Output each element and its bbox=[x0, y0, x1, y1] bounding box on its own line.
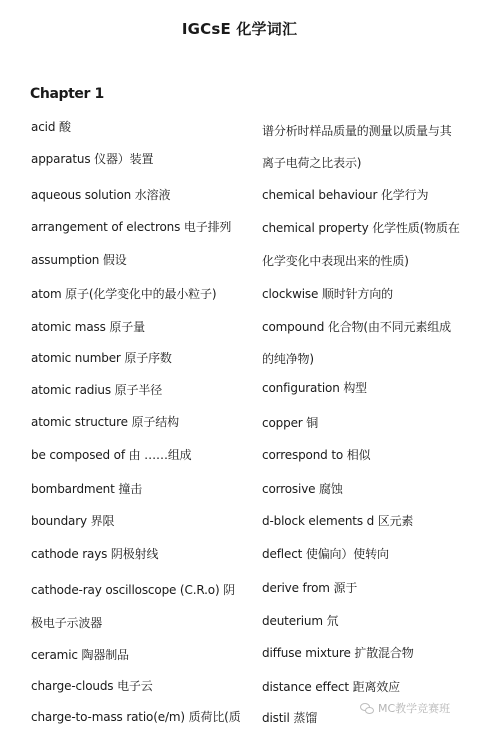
vocab-entry: aqueous solution 水溶液 bbox=[31, 188, 171, 202]
vocab-entry: cathode-ray oscilloscope (C.R.o) 阴 bbox=[31, 583, 236, 597]
wechat-icon bbox=[360, 702, 374, 714]
vocab-entry: compound 化合物(由不同元素组成 bbox=[262, 320, 451, 334]
vocab-entry: apparatus 仪器）装置 bbox=[31, 152, 154, 166]
vocab-entry: atom 原子(化学变化中的最小粒子) bbox=[31, 287, 217, 301]
vocab-entry: chemical property 化学性质(物质在 bbox=[262, 221, 460, 235]
vocab-entry: be composed of 由 ……组成 bbox=[31, 448, 192, 462]
vocab-entry: 离子电荷之比表示) bbox=[262, 156, 362, 170]
vocab-entry: clockwise 顺时针方向的 bbox=[262, 287, 394, 301]
vocab-entry: ceramic 陶器制品 bbox=[31, 648, 129, 662]
vocab-entry: copper 铜 bbox=[262, 416, 319, 430]
vocab-entry: atomic radius 原子半径 bbox=[31, 383, 163, 397]
vocab-entry: charge-clouds 电子云 bbox=[31, 679, 153, 693]
vocab-entry: bombardment 撞击 bbox=[31, 482, 143, 496]
vocab-entry: atomic number 原子序数 bbox=[31, 351, 172, 365]
chapter-heading: Chapter 1 bbox=[30, 86, 104, 102]
vocab-entry: 极电子示波器 bbox=[31, 616, 103, 630]
vocab-entry: chemical behaviour 化学行为 bbox=[262, 188, 429, 202]
vocab-entry: configuration 构型 bbox=[262, 381, 368, 395]
vocab-entry: atomic structure 原子结构 bbox=[31, 415, 179, 429]
vocab-entry: diffuse mixture 扩散混合物 bbox=[262, 646, 414, 660]
watermark bbox=[360, 700, 450, 716]
vocab-entry: cathode rays 阴极射线 bbox=[31, 547, 159, 561]
vocab-entry: 的纯净物) bbox=[262, 352, 314, 366]
vocab-entry: boundary 界限 bbox=[31, 514, 115, 528]
vocab-entry: distance effect 距离效应 bbox=[262, 680, 400, 694]
vocab-entry: arrangement of electrons 电子排列 bbox=[31, 220, 232, 234]
vocab-entry: d-block elements d 区元素 bbox=[262, 514, 414, 528]
vocab-entry: atomic mass 原子量 bbox=[31, 320, 145, 334]
vocab-entry: distil 蒸馏 bbox=[262, 711, 318, 725]
vocab-entry: deflect 使偏向）使转向 bbox=[262, 547, 389, 561]
vocab-entry: correspond to 相似 bbox=[262, 448, 371, 462]
vocab-entry: derive from 源于 bbox=[262, 581, 358, 595]
page-title: IGCsE 化学词汇 bbox=[181, 20, 298, 38]
vocab-entry: charge-to-mass ratio(e/m) 质荷比(质 bbox=[31, 710, 241, 724]
vocab-entry: 谱分析时样品质量的测量以质量与其 bbox=[262, 124, 452, 138]
vocab-entry: assumption 假设 bbox=[31, 253, 127, 267]
vocab-entry: deuterium 氘 bbox=[262, 614, 339, 628]
vocab-entry: 化学变化中表现出来的性质) bbox=[262, 254, 409, 268]
vocab-entry: acid 酸 bbox=[31, 120, 71, 134]
watermark-text: MC教学竞赛班 bbox=[378, 702, 451, 715]
vocab-entry: corrosive 腐蚀 bbox=[262, 482, 343, 496]
